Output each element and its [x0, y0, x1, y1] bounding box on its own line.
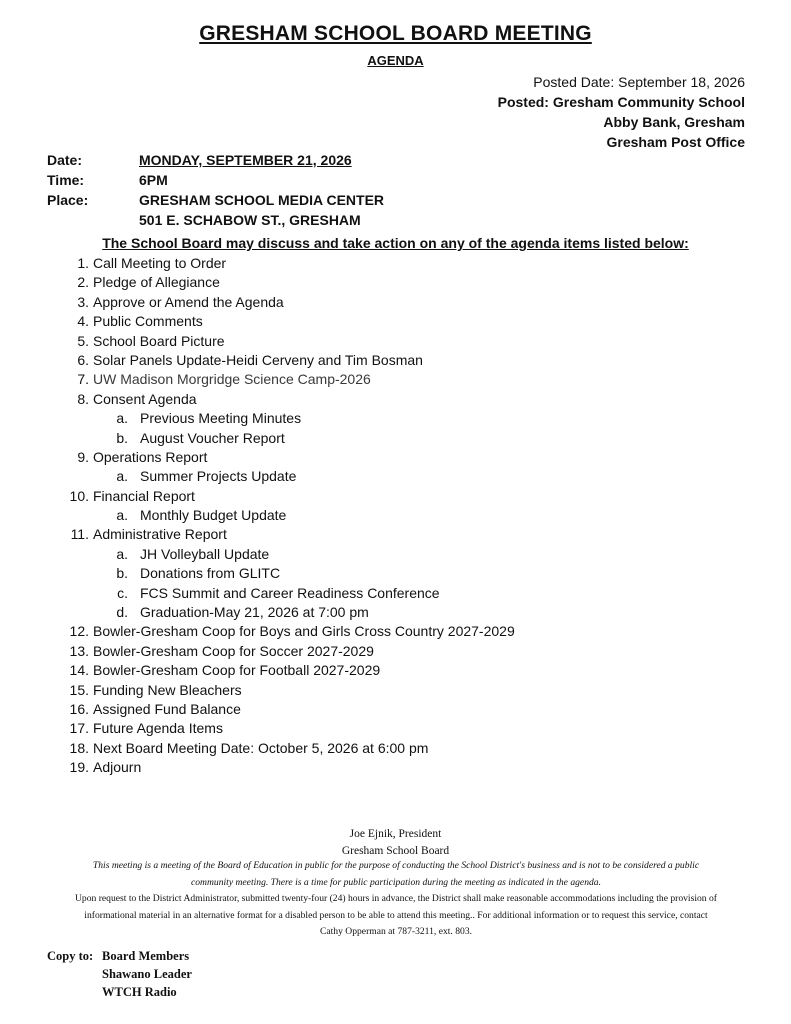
- subitem-letter: a.: [116, 545, 128, 562]
- meeting-place-row: [47, 190, 384, 210]
- subitem-text: Summer Projects Update: [140, 468, 297, 485]
- item-number: 19.: [69, 759, 89, 776]
- item-text: School Board Picture: [93, 332, 225, 349]
- copy-label-spacer: [47, 983, 102, 1001]
- copy-label-spacer: [47, 965, 102, 983]
- posted-location-1: Posted: Gresham Community School: [497, 94, 745, 110]
- item-text: Next Board Meeting Date: October 5, 2026 at 6:00 pm: [93, 739, 429, 756]
- posted-info: [498, 72, 745, 152]
- item-number: 6.: [77, 351, 89, 368]
- item-number: 7.: [77, 371, 89, 388]
- subitem-letter: a.: [116, 507, 128, 524]
- subitem-letter: a.: [116, 410, 128, 427]
- item-number: 15.: [69, 681, 89, 698]
- meeting-date-row: [47, 150, 384, 170]
- item-text: Administrative Report: [93, 526, 227, 543]
- item-text: Call Meeting to Order: [93, 255, 227, 271]
- item-text: Future Agenda Items: [93, 720, 223, 737]
- copy-row-1: [47, 947, 192, 965]
- item-number: 5.: [77, 332, 89, 349]
- item-text: Assigned Fund Balance: [93, 700, 241, 717]
- item-text: Solar Panels Update-Heidi Cerveny and Tim Bosman: [93, 351, 423, 368]
- item-number: 11.: [70, 526, 89, 543]
- item-text: Bowler-Gresham Coop for Soccer 2027-2029: [93, 642, 374, 659]
- item-number: 12.: [69, 623, 89, 640]
- subitem-text: August Voucher Report: [140, 429, 285, 446]
- posted-location-2: Abby Bank, Gresham: [603, 114, 745, 130]
- item-number: 2.: [77, 274, 89, 291]
- disclaimer-italic-1: This meeting is a meeting of the Board of Education in public for the purpose of conducting the School District's business and is not to be considered a public: [92, 860, 700, 871]
- copy-recipient: Shawano Leader: [102, 967, 192, 981]
- subitem-letter: b.: [116, 429, 128, 446]
- item-number: 9.: [77, 448, 89, 465]
- subitem-text: JH Volleyball Update: [140, 545, 270, 562]
- item-text: Funding New Bleachers: [93, 681, 242, 698]
- item-number: 13.: [69, 642, 89, 659]
- posted-location-3: Gresham Post Office: [606, 134, 745, 150]
- subitem-text: Monthly Budget Update: [140, 507, 287, 524]
- meeting-time-row: [47, 170, 384, 190]
- item-text: Bowler-Gresham Coop for Football 2027-2029: [93, 662, 381, 679]
- subitem-text: FCS Summit and Career Readiness Conference: [140, 584, 440, 601]
- copy-row-2: [47, 965, 192, 983]
- date-label: Date:: [47, 152, 83, 168]
- subitem-text: Graduation-May 21, 2026 at 7:00 pm: [140, 604, 369, 621]
- disclaimer-italic-2: community meeting. There is a time for public participation during the meeting as indicated in the agenda.: [191, 876, 601, 888]
- subitem-letter: b.: [116, 565, 128, 582]
- place-label: Place:: [47, 192, 89, 208]
- place-label-spacer: [47, 210, 139, 230]
- item-number: 16.: [69, 700, 89, 717]
- copy-recipient: Board Members: [102, 949, 190, 963]
- item-text: Bowler-Gresham Coop for Boys and Girls Cross Country 2027-2029: [93, 623, 515, 640]
- item-text: Public Comments: [93, 313, 203, 330]
- subitem-letter: c.: [117, 584, 128, 601]
- item-text: UW Madison Morgridge Science Camp-2026: [93, 371, 371, 388]
- subitem-letter: a.: [116, 468, 128, 485]
- signer-name: Joe Ejnik, President: [349, 828, 442, 840]
- subitem-text: Donations from GLITC: [140, 565, 281, 582]
- place-value-1: GRESHAM SCHOOL MEDIA CENTER: [139, 192, 385, 208]
- disclaimer: [50, 858, 742, 941]
- copy-row-3: [47, 983, 192, 1001]
- item-text: Operations Report: [93, 448, 208, 465]
- meeting-info: [47, 150, 384, 230]
- time-label: Time:: [47, 172, 85, 188]
- item-text: Approve or Amend the Agenda: [93, 293, 284, 310]
- item-number: 17.: [69, 720, 89, 737]
- signer-org: Gresham School Board: [341, 845, 450, 857]
- posted-date: Posted Date: September 18, 2026: [533, 74, 745, 90]
- item-text: Pledge of Allegiance: [93, 274, 220, 291]
- subitem-text: Previous Meeting Minutes: [140, 410, 302, 427]
- disclaimer-plain-3: Cathy Opperman at 787-3211, ext. 803.: [319, 926, 473, 937]
- item-number: 18.: [69, 739, 89, 756]
- item-number: 3.: [77, 293, 89, 310]
- meeting-place-row-2: [47, 210, 384, 230]
- subitem-letter: d.: [116, 604, 128, 621]
- disclaimer-plain-1: Upon request to the District Administrator, submitted twenty-four (24) hours in advance, the District shall make reasonable accommodations including the provision of: [75, 893, 717, 904]
- item-text: Financial Report: [93, 487, 195, 504]
- signature-block: [0, 826, 791, 860]
- document-subtitle: AGENDA: [367, 53, 424, 68]
- item-number: 14.: [69, 662, 89, 679]
- disclaimer-plain-2: informational material in an alternative format for a disabled person to be able to attend this meeting.. For additional information or to request this service, contact: [84, 909, 708, 921]
- item-number: 4.: [77, 313, 89, 330]
- time-value: 6PM: [139, 172, 168, 188]
- copy-recipient: WTCH Radio: [102, 985, 177, 999]
- item-number: 10.: [69, 487, 89, 504]
- document-title: GRESHAM SCHOOL BOARD MEETING: [199, 22, 592, 45]
- item-number: 1.: [77, 255, 89, 271]
- item-text: Adjourn: [93, 759, 142, 776]
- copy-to-block: [47, 947, 192, 1001]
- item-number: 8.: [77, 390, 89, 407]
- action-notice: The School Board may discuss and take action on any of the agenda items listed below:: [102, 235, 689, 251]
- place-value-2: 501 E. SCHABOW ST., GRESHAM: [139, 212, 361, 228]
- copy-to-label: Copy to:: [47, 949, 94, 963]
- date-value: MONDAY, SEPTEMBER 21, 2026: [139, 152, 352, 168]
- item-text: Consent Agenda: [93, 390, 197, 407]
